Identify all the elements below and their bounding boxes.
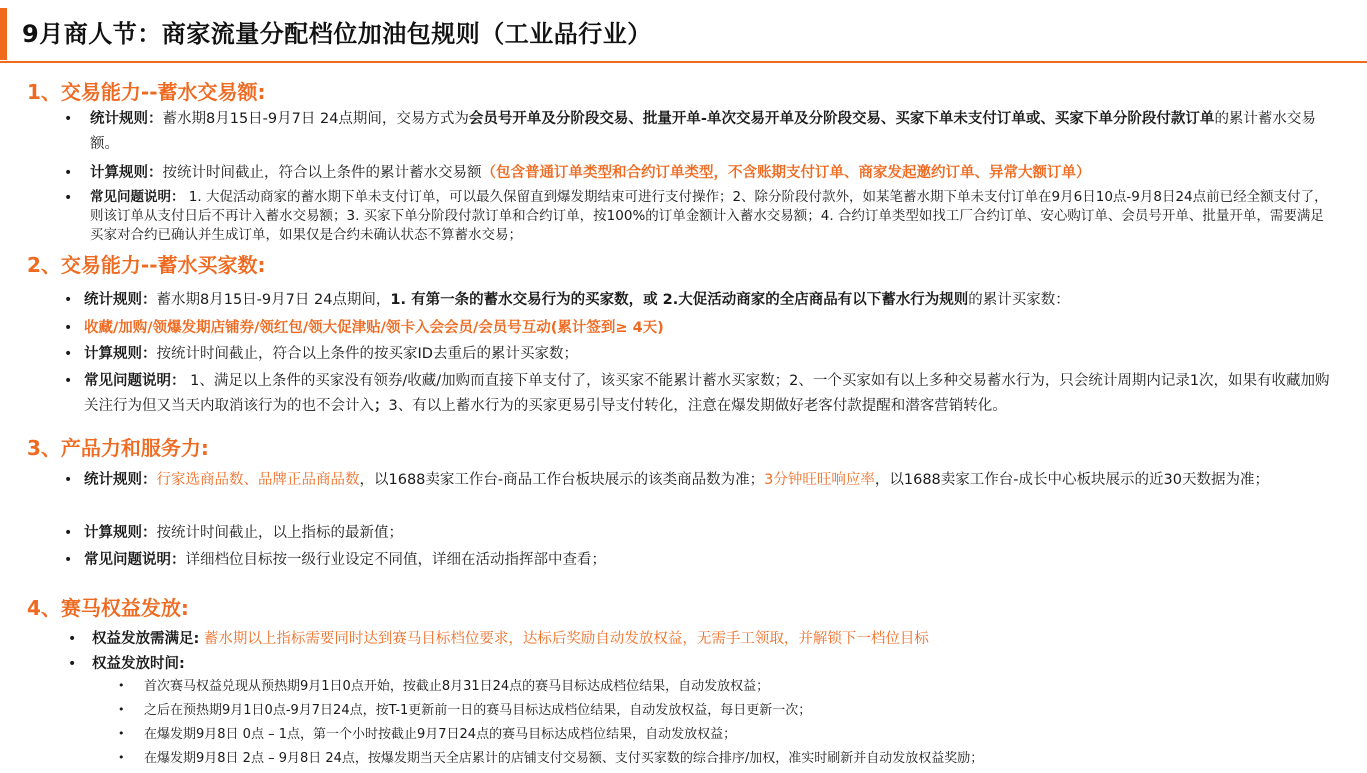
bullet-dot: • bbox=[64, 525, 73, 541]
s3-stat-label: 统计规则： bbox=[84, 472, 157, 488]
s1-calc-text-a: 按统计时间截止，符合以上条件的累计蓄水交易额 bbox=[162, 165, 482, 181]
s4-requirement bbox=[92, 627, 1342, 652]
s3-calc-text: 按统计时间截止，以上指标的最新值； bbox=[156, 525, 403, 541]
s2-faq-text-a: 1、满足以上条件的买家没有领券/收藏/加购而直接下单支付了，该买家不能累计蓄水买家数；2、一个买家如有以上多种交易蓄水行为，只会统计周期内记录1次，如果有收藏加购关注行为但又当天内取消该行为的也不会计入 bbox=[84, 373, 1330, 414]
s2-faq-text-b: ； bbox=[374, 398, 389, 414]
s1-calc-label: 计算规则： bbox=[90, 165, 163, 181]
s3-stat-text-d: ，以1688卖家工作台-成长中心板块展示的近30天数据为准； bbox=[874, 472, 1269, 488]
s1-faq-label: 常见问题说明： bbox=[90, 189, 185, 205]
s2-calc-rule bbox=[84, 342, 1344, 367]
s1-stat-text-a: 蓄水期8月15日-9月7日 24点期间，交易方式为 bbox=[162, 111, 469, 127]
s2-actions bbox=[84, 316, 1344, 341]
bullet-dot: • bbox=[68, 631, 77, 647]
s2-faq bbox=[84, 369, 1339, 419]
sub-bullet-dot: • bbox=[118, 727, 125, 740]
bullet-dot: • bbox=[64, 111, 73, 127]
s2-stat-text-a: 蓄水期8月15日-9月7日 24点期间， bbox=[156, 292, 391, 308]
section-1-heading: 1、交易能力--蓄水交易额: bbox=[27, 80, 266, 104]
bullet-dot: • bbox=[68, 656, 77, 672]
s4-time bbox=[92, 652, 1342, 677]
s2-faq-text-c: 3、有以上蓄水行为的买家更易引导支付转化，注意在爆发期做好老客付款提醒和潜客营销转化。 bbox=[388, 398, 1007, 414]
s4-time-label: 权益发放时间: bbox=[92, 656, 185, 672]
s1-calc-rule bbox=[90, 161, 1340, 186]
bullet-dot: • bbox=[64, 165, 73, 181]
sub-bullet-dot: • bbox=[118, 751, 125, 764]
s3-faq bbox=[84, 548, 1334, 573]
bullet-dot: • bbox=[64, 320, 73, 336]
title-accent-bar bbox=[0, 8, 7, 60]
section-3-heading: 3、产品力和服务力: bbox=[27, 436, 209, 460]
bullet-dot: • bbox=[64, 346, 73, 362]
s1-faq bbox=[90, 188, 1330, 245]
s1-stat-label: 统计规则： bbox=[90, 111, 163, 127]
bullet-dot: • bbox=[64, 190, 73, 206]
s2-stat-text-b: 1. 有第一条的蓄水交易行为的买家数 bbox=[390, 292, 629, 308]
s1-faq-text: 1. 大促活动商家的蓄水期下单未支付订单，可以最久保留直到爆发期结束可进行支付操作；2、除分阶段付款外，如某笔蓄水期下单未支付订单在9月6日10点-9月8日24点前已经全额支付了，则该订单从支付日后不再计入蓄水交易额；3. 买家下单分阶段付款订单和合约订单，按100%的订单金额计入蓄水交易额；4. 合约订单类型如找工厂合约订单、安心购订单、会员号开单、批量开单，需要满足买家对合约已确认并生成订单，如果仅是合约未确认状态不算蓄水交易； bbox=[90, 189, 1328, 243]
bullet-dot: • bbox=[64, 373, 73, 389]
s2-stat-text-e: 的累计买家数： bbox=[968, 292, 1070, 308]
page-title: 9月商人节：商家流量分配档位加油包规则（工业品行业） bbox=[22, 20, 652, 48]
s4-time-item: 在爆发期9月8日 0点 – 1点，第一个小时按截止9月7日24点的赛马目标达成档位结果，自动发放权益； bbox=[144, 727, 737, 742]
s4-time-item: 之后在预热期9月1日0点-9月7日24点，按T-1更新前一日的赛马目标达成档位结果，自动发放权益，每日更新一次； bbox=[144, 703, 812, 718]
section-4-heading: 4、赛马权益发放: bbox=[27, 596, 189, 620]
s2-calc-label: 计算规则： bbox=[84, 346, 157, 362]
title-bar bbox=[0, 0, 1367, 60]
s3-faq-text: 详细档位目标按一级行业设定不同值，详细在活动指挥部中查看； bbox=[185, 552, 606, 568]
s1-calc-text-b: （包含普通订单类型和合约订单类型，不含账期支付订单、商家发起邀约订单、异常大额订单） bbox=[481, 165, 1091, 181]
sub-bullet-dot: • bbox=[118, 703, 125, 716]
s1-stat-text-c: 的累计蓄水交易额。 bbox=[90, 111, 1316, 152]
s2-stat-label: 统计规则： bbox=[84, 292, 157, 308]
s3-stat-text-c: 3分钟旺旺响应率 bbox=[764, 472, 875, 488]
s1-stat-text-b: 会员号开单及分阶段交易、批量开单-单次交易开单及分阶段交易、买家下单未支付订单或、买家下单分阶段付款订单 bbox=[468, 111, 1215, 127]
s1-stat-rule bbox=[90, 107, 1340, 157]
bullet-dot: • bbox=[64, 292, 73, 308]
s4-time-item: 首次赛马权益兑现从预热期9月1日0点开始，按截止8月31日24点的赛马目标达成档位结果，自动发放权益； bbox=[144, 679, 770, 694]
title-divider bbox=[0, 61, 1367, 63]
s3-faq-label: 常见问题说明： bbox=[84, 552, 186, 568]
s3-calc-rule bbox=[84, 521, 1334, 546]
s3-stat-rule bbox=[84, 468, 1334, 493]
bullet-dot: • bbox=[64, 472, 73, 488]
s4-req-text: 蓄水期以上指标需要同时达到赛马目标档位要求，达标后奖励自动发放权益，无需手工领取，并解锁下一档位目标 bbox=[199, 631, 929, 647]
s2-calc-text: 按统计时间截止，符合以上条件的按买家ID去重后的累计买家数； bbox=[156, 346, 578, 362]
section-2-heading: 2、交易能力--蓄水买家数: bbox=[27, 253, 266, 277]
s2-stat-text-d: 2.大促活动商家的全店商品有以下蓄水行为规则 bbox=[662, 292, 969, 308]
s2-actions-text: 收藏/加购/领爆发期店铺券/领红包/领大促津贴/领卡入会会员/会员号互动(累计签到≥ 4天) bbox=[84, 320, 664, 336]
s2-stat-rule bbox=[84, 288, 1344, 313]
s2-faq-label: 常见问题说明： bbox=[84, 373, 186, 389]
s4-req-label: 权益发放需满足: bbox=[92, 631, 200, 647]
sub-bullet-dot: • bbox=[118, 679, 125, 692]
s2-stat-text-c: ，或 bbox=[628, 292, 663, 308]
s3-stat-text-a: 行家选商品数、品牌正品商品数 bbox=[156, 472, 360, 488]
s3-stat-text-b: ，以1688卖家工作台-商品工作台板块展示的该类商品数为准； bbox=[359, 472, 765, 488]
bullet-dot: • bbox=[64, 552, 73, 568]
s3-calc-label: 计算规则： bbox=[84, 525, 157, 541]
s4-time-item: 在爆发期9月8日 2点 – 9月8日 24点，按爆发期当天全店累计的店铺支付交易额、支付买家数的综合排序/加权，准实时刷新并自动发放权益奖励； bbox=[144, 751, 984, 766]
